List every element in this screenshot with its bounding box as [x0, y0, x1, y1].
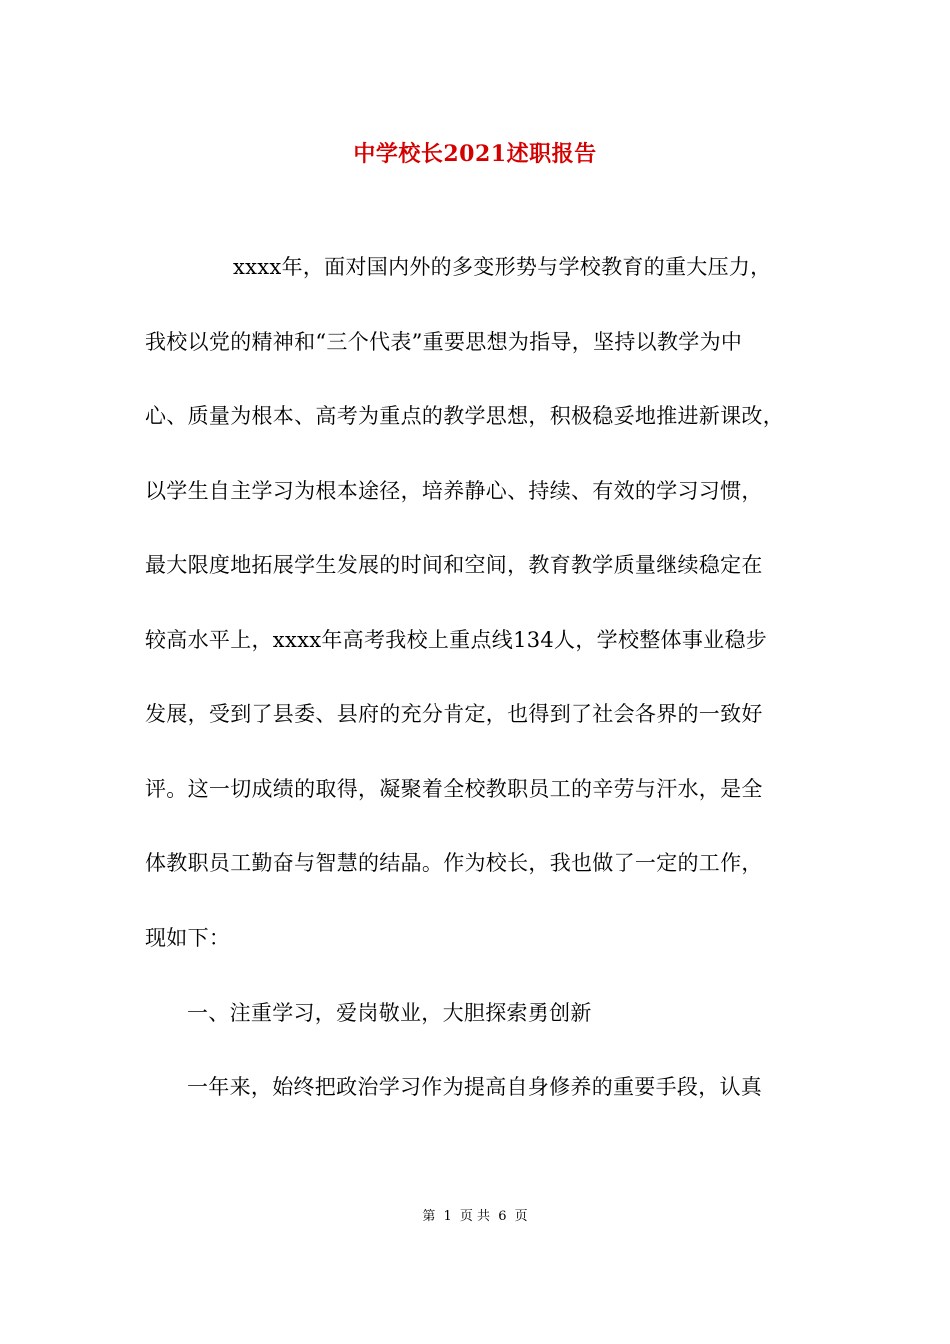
footer-prefix: 第: [422, 1209, 436, 1224]
page-footer: [0, 1208, 950, 1226]
footer-middle: 页 共: [459, 1209, 491, 1224]
body-line: 最大限度地拓展学生发展的时间和空间，教育教学质量继续稳定在: [145, 553, 763, 577]
body-line: 心、质量为根本、高考为重点的教学思想，积极稳妥地推进新课改，: [145, 404, 784, 428]
body-line: 一年来，始终把政治学习作为提高自身修养的重要手段，认真: [187, 1075, 763, 1099]
body-line: 发展，受到了县委、县府的充分肯定，也得到了社会各界的一致好: [145, 702, 763, 726]
body-line: 体教职员工勤奋与智慧的结晶。作为校长，我也做了一定的工作，: [145, 851, 763, 875]
body-line: 较高水平上，xxxx年高考我校上重点线134人，学校整体事业稳步: [145, 628, 768, 652]
body-line: xxxx年，面对国内外的多变形势与学校教育的重大压力，: [233, 255, 772, 279]
footer-suffix: 页: [514, 1209, 528, 1224]
body-line: 现如下：: [145, 926, 231, 950]
section-heading: 一、注重学习，爱岗敬业，大胆探索勇创新: [187, 1001, 592, 1025]
footer-page-number: 1: [443, 1209, 452, 1224]
body-line: 评。这一切成绩的取得，凝聚着全校教职员工的辛劳与汗水，是全: [145, 777, 763, 801]
body-line: 我校以党的精神和“三个代表”重要思想为指导，坚持以教学为中: [145, 330, 743, 354]
footer-page-total: 6: [498, 1209, 507, 1224]
document-title: 中学校长2021述职报告: [353, 141, 597, 167]
body-line: 以学生自主学习为根本途径，培养静心、持续、有效的学习习惯，: [145, 479, 763, 503]
